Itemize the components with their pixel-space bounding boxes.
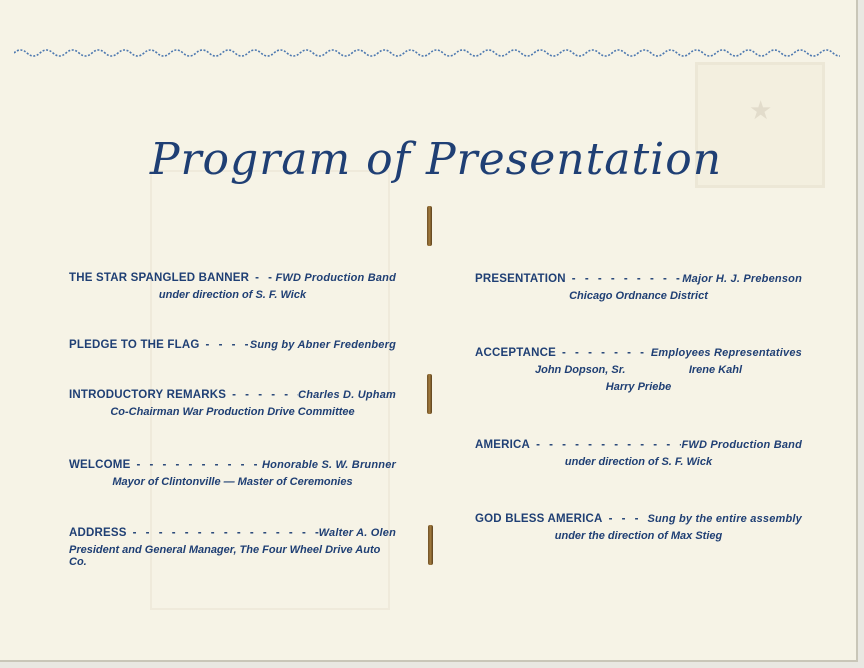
leader-dots [566,273,682,285]
item-performer: Honorable S. W. Brunner [262,459,396,471]
program-item-star-spangled-banner [69,272,396,301]
item-label: THE STAR SPANGLED BANNER [69,272,250,284]
item-performer: Walter A. Olen [318,527,396,539]
item-performer: Major H. J. Prebenson [682,273,802,285]
item-label: PRESENTATION [475,273,566,285]
program-item-america [475,439,802,468]
program-item-presentation [475,273,802,302]
item-performer: FWD Production Band [681,439,802,451]
item-subtitle: Mayor of Clintonville — Master of Ceremonies [112,476,353,488]
staple-top [427,206,432,246]
representative-name: Irene Kahl [688,364,742,376]
item-subtitle: Chicago Ordnance District [569,290,708,302]
item-label: PLEDGE TO THE FLAG [69,339,200,351]
leader-dots [530,439,681,451]
leader-dots [130,459,262,471]
staple-middle [427,374,432,414]
leader-dots [249,272,275,284]
wave-border [14,46,840,60]
representative-name: John Dopson, Sr. [535,364,626,376]
leader-dots [200,339,250,351]
item-performer: Sung by the entire assembly [647,513,802,525]
representatives-row [475,364,802,376]
leader-dots [556,347,651,359]
leader-dots [226,389,298,401]
leader-dots [127,527,319,539]
item-label: WELCOME [69,459,131,471]
item-performer: Charles D. Upham [298,389,396,401]
show-through-star-icon: ★ [749,96,773,126]
program-item-pledge [69,339,396,351]
item-label: ADDRESS [69,527,127,539]
program-item-acceptance [475,347,802,393]
item-label: ACCEPTANCE [475,347,557,359]
leader-dots [603,513,648,525]
program-item-introductory-remarks [69,389,396,418]
item-subtitle: Co-Chairman War Production Drive Committee [110,406,355,418]
item-performer: FWD Production Band [275,272,396,284]
item-subtitle: under the direction of Max Stieg [554,530,723,542]
staple-bottom [428,525,433,565]
program-item-god-bless-america [475,513,802,542]
item-label: AMERICA [475,439,531,451]
page-title-text: Program of Presentation [149,134,723,185]
page-title [0,104,864,194]
item-subtitle: under direction of S. F. Wick [158,289,307,301]
item-performer: Employees Representatives [650,347,802,359]
item-label: GOD BLESS AMERICA [475,513,603,525]
item-label: INTRODUCTORY REMARKS [69,389,227,401]
item-subtitle: President and General Manager, The Four Wheel Drive Auto Co. [69,544,381,568]
program-item-welcome [69,459,396,488]
item-performer: Sung by Abner Fredenberg [249,339,396,351]
item-subtitle: Harry Priebe [605,381,672,393]
program-item-address [69,527,396,568]
item-subtitle: under direction of S. F. Wick [564,456,713,468]
